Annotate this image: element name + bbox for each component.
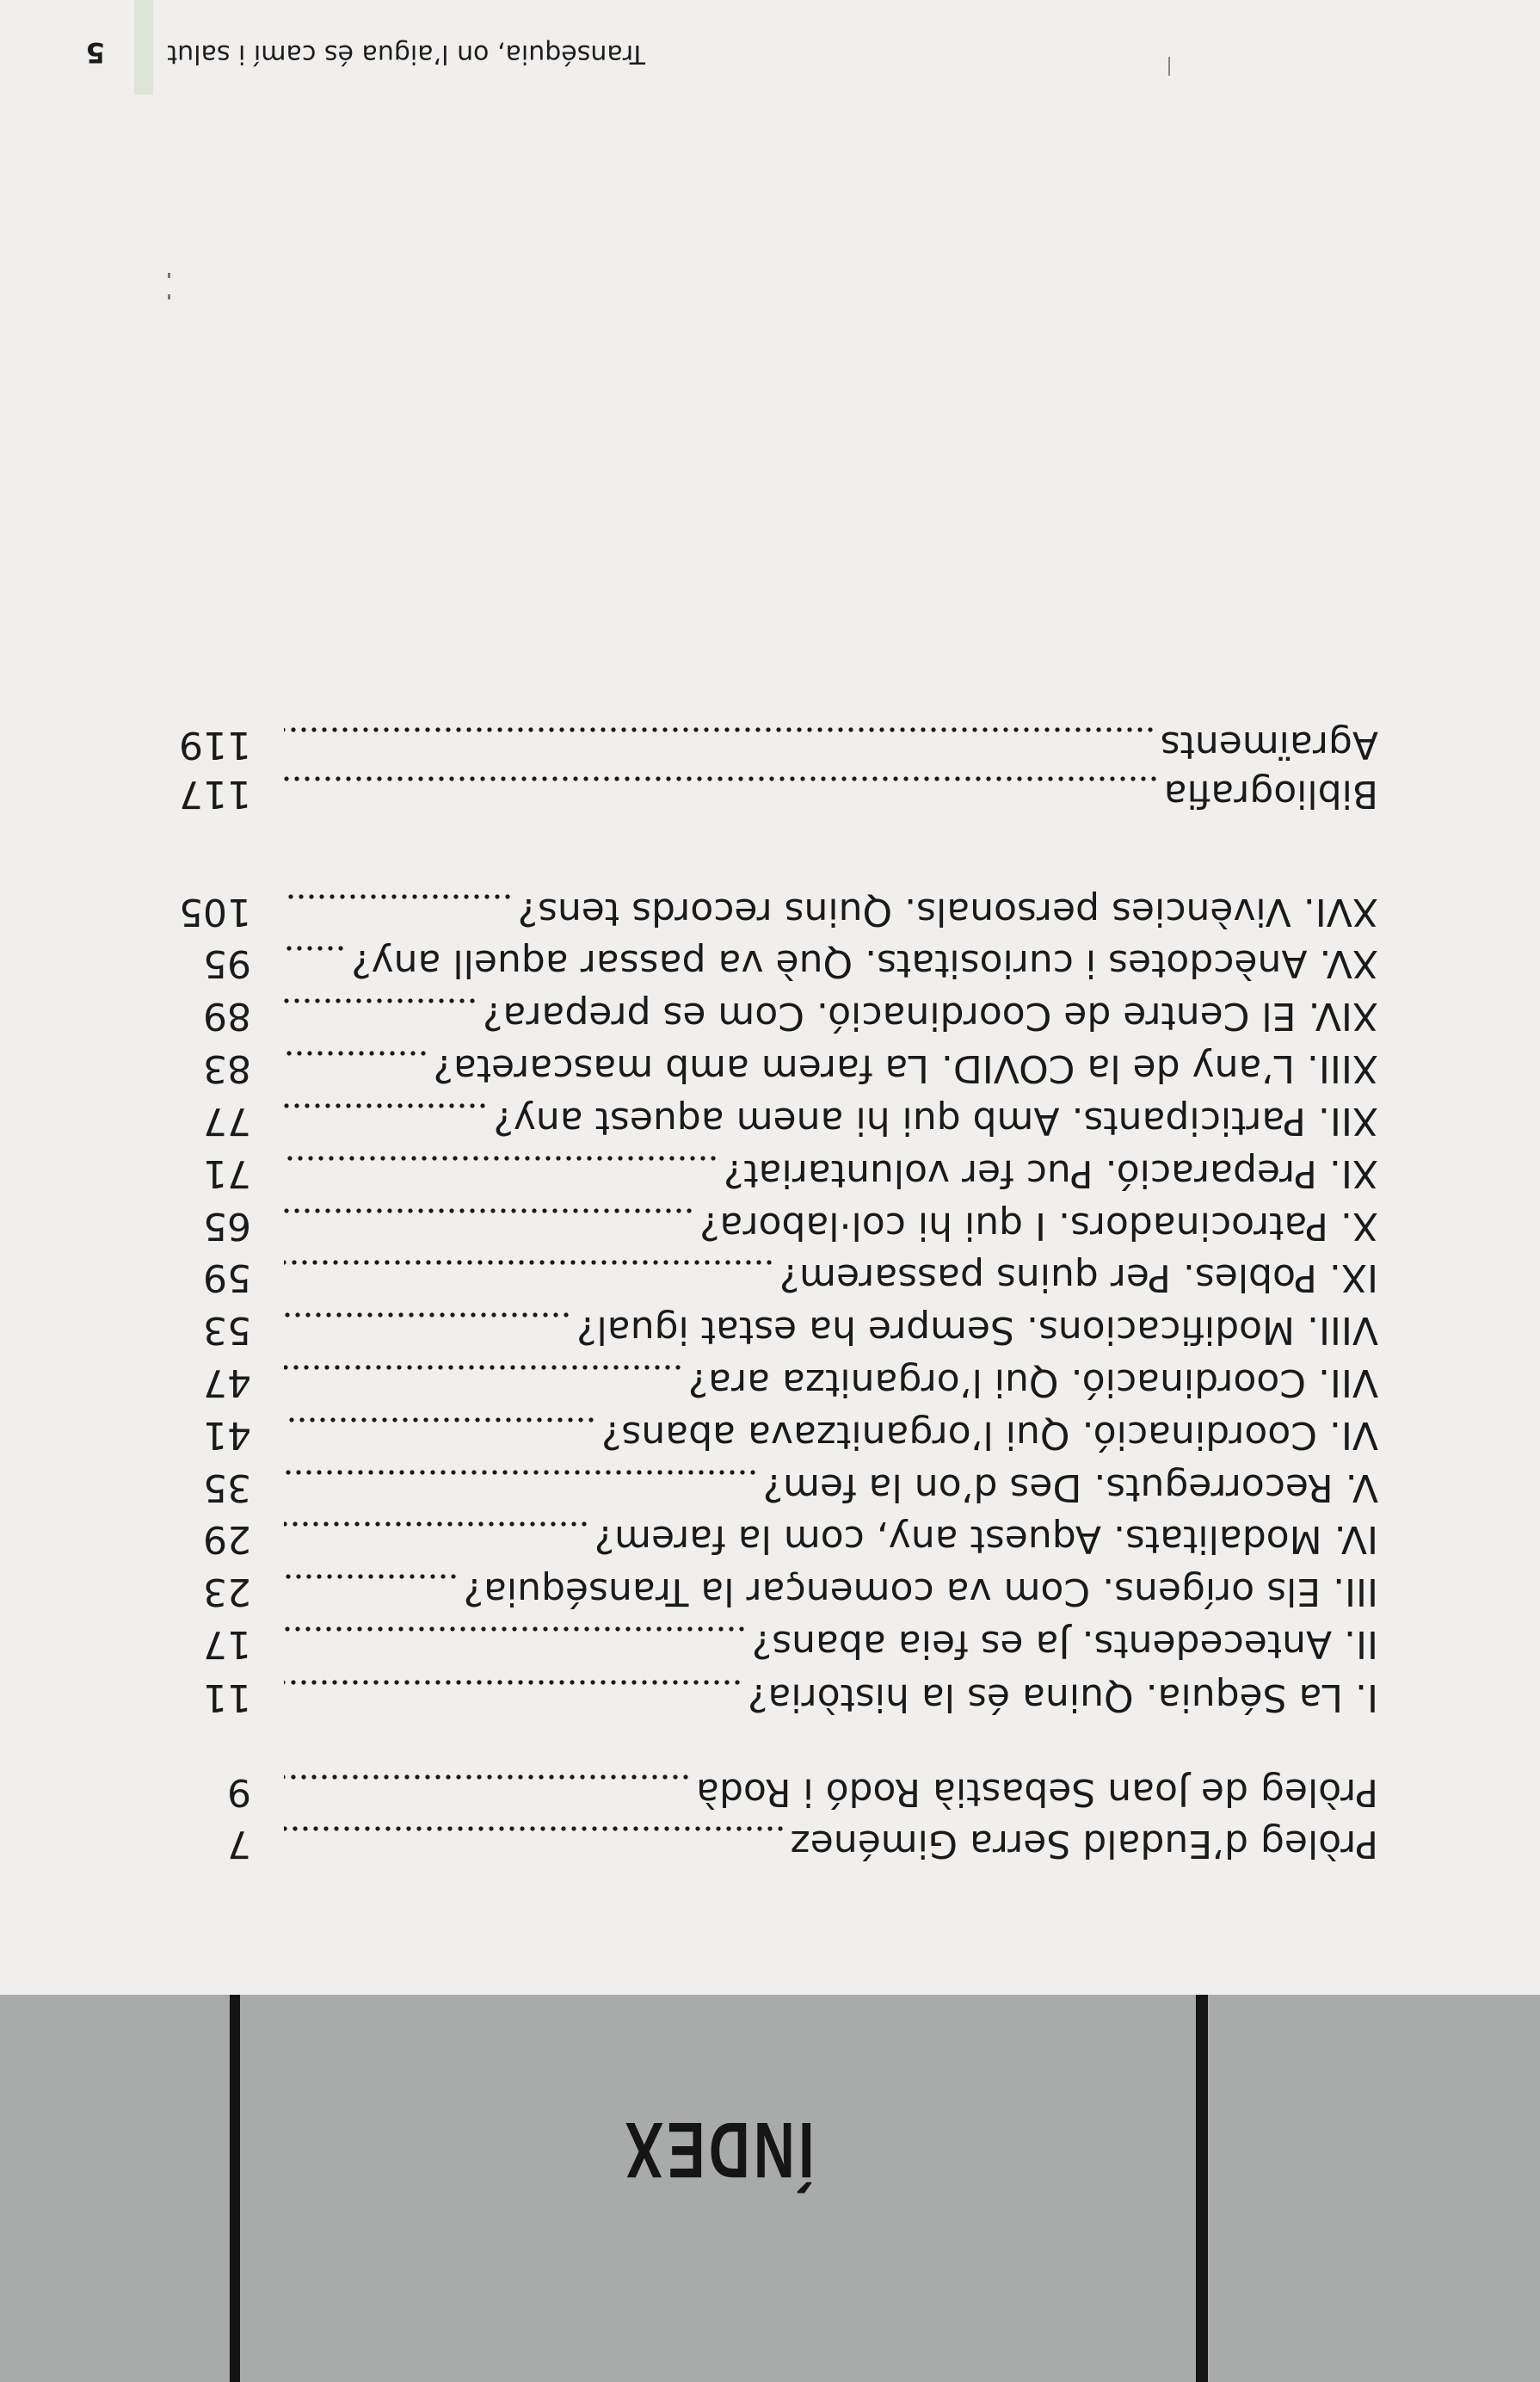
toc-entry-page: 23 [203, 1570, 251, 1614]
toc-entry [191, 1405, 1378, 1457]
toc-dot-leader [284, 1468, 758, 1477]
toc-entry-page: 41 [203, 1413, 251, 1457]
toc-entry-page: 17 [203, 1622, 251, 1666]
toc-dot-leader [284, 1102, 488, 1110]
toc-entry-title: IX. Pobles. Per quins passarem? [779, 1256, 1378, 1299]
toc-entry-title: XVI. Vivències personals. Quins records tens? [517, 890, 1378, 934]
toc-entry [191, 1300, 1378, 1352]
toc-entry-title: Bibliografia [1163, 772, 1378, 816]
toc-entry-page: 35 [203, 1466, 251, 1509]
toc-entry-page: 47 [203, 1361, 251, 1404]
left-rule [1196, 1995, 1208, 2382]
toc-dot-leader [284, 1049, 428, 1058]
toc-entry [191, 1248, 1378, 1299]
toc-entry-title: XI. Preparació. Puc fer voluntariat? [723, 1151, 1378, 1195]
toc-dot-leader [284, 1363, 683, 1372]
toc-entry-title: XIV. El Centre de Coordinació. Com es prepara? [483, 994, 1378, 1038]
toc-dot-leader [284, 1311, 571, 1319]
right-rule [230, 1995, 240, 2382]
margin-mark [1168, 57, 1170, 76]
toc-entry-title: Pròleg d’Eudald Serra Giménez [790, 1822, 1378, 1866]
footer-bar [134, 0, 153, 95]
toc-entry-page: 59 [203, 1256, 251, 1299]
toc-entry-page: 119 [179, 723, 251, 767]
toc-entry-page: 7 [227, 1822, 251, 1866]
toc-entry [191, 1762, 1378, 1814]
toc-entry [179, 882, 1378, 934]
toc-dot-leader [284, 997, 477, 1005]
header-band [0, 1995, 1540, 2382]
toc-dot-leader [284, 892, 513, 901]
toc-entry-title: VIII. Modificacions. Sempre ha estat igual? [576, 1308, 1378, 1352]
toc-entry [191, 1353, 1378, 1404]
toc-entry-title: IV. Modalitats. Aquest any, com la farem? [594, 1517, 1378, 1561]
toc-entry [191, 1509, 1378, 1561]
toc-entry-page: 89 [203, 994, 251, 1038]
toc-dot-leader [284, 944, 346, 953]
toc-entry-title: X. Patrocinadors. I qui hi col·labora? [699, 1204, 1378, 1248]
toc-entry [191, 934, 1378, 985]
toc-entry [191, 1814, 1378, 1866]
toc-dot-leader [284, 1625, 747, 1633]
toc-entry-title: XV. Anècdotes i curiositats. Què va passar aquell any? [351, 941, 1378, 985]
toc-dot-leader [284, 1824, 785, 1833]
page-number: 5 [85, 36, 105, 69]
toc-entry [191, 986, 1378, 1038]
toc-entry-title: II. Antecedents. Ja es feia abans? [751, 1622, 1378, 1666]
toc-entry [191, 1562, 1378, 1614]
toc-dot-leader [284, 774, 1159, 783]
toc-entry-title: V. Recorreguts. Des d’on la fem? [762, 1466, 1378, 1509]
toc-entry-page: 29 [203, 1517, 251, 1561]
running-title: Transéquia, on l’aigua és camí i salut [167, 39, 645, 69]
toc-entry [191, 1668, 1378, 1719]
toc-entry [191, 1039, 1378, 1090]
toc-entry [191, 1091, 1378, 1143]
toc-dot-leader [284, 1258, 774, 1267]
toc-entry [191, 1144, 1378, 1195]
toc-entry-page: 95 [203, 941, 251, 985]
toc-entry-title: XIII. L’any de la COVID. La farem amb mascareta? [433, 1046, 1378, 1090]
toc-entry-title: Agraïments [1160, 723, 1378, 767]
toc-entry-title: XII. Participants. Amb qui hi anem aquest any? [493, 1099, 1378, 1143]
toc-entry-page: 83 [203, 1046, 251, 1090]
toc-entry-page: 71 [203, 1151, 251, 1195]
toc-dot-leader [284, 1154, 718, 1163]
toc-entry-page: 65 [203, 1204, 251, 1248]
toc-dot-leader [284, 1572, 459, 1581]
toc-dot-leader [284, 1678, 742, 1687]
toc-entry-page: 77 [203, 1099, 251, 1143]
toc-dot-leader [284, 725, 1155, 734]
toc-entry-page: 9 [227, 1770, 251, 1814]
toc-entry [179, 715, 1378, 767]
toc-dot-leader [284, 1416, 596, 1424]
toc-entry [191, 1458, 1378, 1509]
index-title: ÍNDEX [621, 2106, 815, 2194]
toc-dot-leader [284, 1773, 691, 1781]
toc-entry [191, 1614, 1378, 1666]
toc-entry [191, 1196, 1378, 1248]
toc-entry [179, 764, 1378, 816]
margin-dot [168, 273, 170, 278]
toc-entry-title: I. La Séquia. Quina és la història? [748, 1675, 1378, 1719]
toc-dot-leader [284, 1206, 694, 1215]
toc-entry-title: Pròleg de Joan Sebastià Rodó i Rodà [696, 1770, 1378, 1814]
toc-entry-title: III. Els orígens. Com va començar la Transéquia? [463, 1570, 1378, 1614]
toc-entry-page: 117 [179, 772, 251, 816]
toc-entry-page: 105 [179, 890, 251, 934]
margin-dot [168, 294, 170, 299]
toc-entry-page: 11 [203, 1675, 251, 1719]
toc-dot-leader [284, 1520, 589, 1528]
toc-entry-title: VI. Coordinació. Qui l’organitzava abans? [601, 1413, 1378, 1457]
toc-entry-page: 53 [203, 1308, 251, 1352]
toc-entry-title: VII. Coordinació. Qui l’organitza ara? [687, 1361, 1378, 1404]
